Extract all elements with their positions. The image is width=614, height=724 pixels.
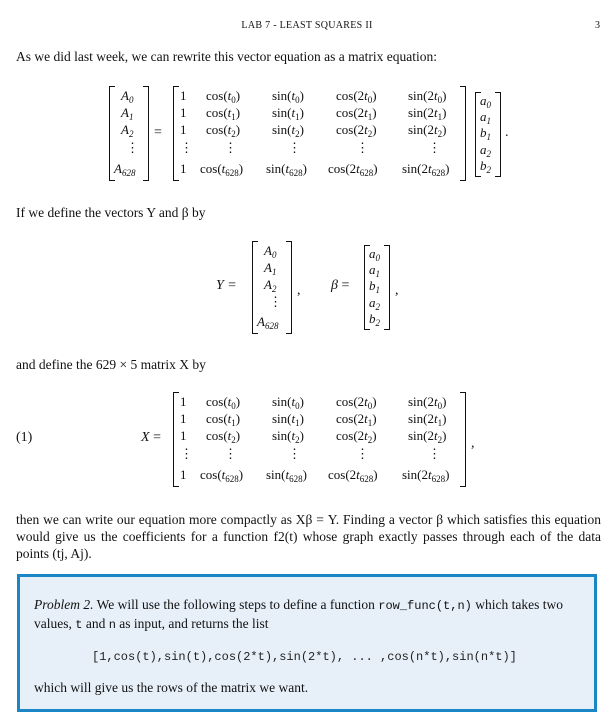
problem-text-and: and (85, 616, 106, 631)
problem-func-name: row_func(t,n) (378, 599, 472, 613)
problem-var-t: t (75, 618, 83, 632)
problem-text-2: which takes two values, (34, 597, 563, 631)
page-number: 3 (595, 20, 600, 31)
problem-text-3: as input, and returns the list (119, 616, 269, 631)
paragraph-define-matrix: and define the 629 × 5 matrix X by (16, 357, 206, 372)
design-matrix-top: 1 $\cos(t_0)$ $\sin(t_0)$ $\cos(2t_0)$ $\sin(2t_0)$ 1 $\cos(t_1)$ $\sin(t_1)$ $\cos(2t_1)$ $\sin(2t_1)$ 1 $\cos(t_2)$ $\sin(t_2)$ $\cos(2t_2)$ $\sin(2t_2)$ ⋮ ⋮ ⋮ ⋮ ⋮ 1 $\cos(t_{628})$ $\sin(t_{628})$ $\cos(2t_{628})$ $\sin(2t_{628})$ (173, 86, 466, 181)
problem-label: Problem 2. (34, 597, 94, 612)
coefficient-vector: $a_0$ $a_1$ $b_1$ $a_2$ $b_2$ (475, 92, 501, 177)
running-header: LAB 7 - LEAST SQUARES II (241, 20, 373, 31)
problem-text-4: which will give us the rows of the matrix we want. (34, 680, 309, 695)
paragraph-compact-form: then we can write our equation more compactly as Xβ = Y. Finding a vector β which satisfies this equation would give us the coefficients for a function f2(t) whose graph exactly passes through each of the data points (tj, Aj). (16, 512, 601, 561)
y-vector: $A_0$ $A_1$ $A_2$ ⋮ $A_{628}$ (252, 241, 292, 334)
problem-text-1: We will use the following steps to define a function (96, 597, 375, 612)
problem-var-n: n (108, 618, 116, 632)
paragraph-intro: As we did last week, we can rewrite this vector equation as a matrix equation: (16, 49, 437, 64)
lhs-vector: $A_0$ $A_1$ $A_2$ ⋮ $A_{628}$ (109, 86, 149, 181)
paragraph-define-vectors: If we define the vectors Y and β by (16, 205, 206, 220)
problem-statement (34, 596, 582, 634)
beta-vector: $a_0$ $a_1$ $b_1$ $a_2$ $b_2$ (364, 245, 390, 330)
equation-label: (1) (16, 430, 33, 445)
code-list: [1,cos(t),sin(t),cos(2*t),sin(2*t), ... ,cos(n*t),sin(n*t)] (92, 650, 517, 664)
problem-box (17, 574, 597, 712)
design-matrix-x: 1 $\cos(t_0)$ $\sin(t_0)$ $\cos(2t_0)$ $\sin(2t_0)$ 1 $\cos(t_1)$ $\sin(t_1)$ $\cos(2t_1)$ $\sin(2t_1)$ 1 $\cos(t_2)$ $\sin(t_2)$ $\cos(2t_2)$ $\sin(2t_2)$ ⋮ ⋮ ⋮ ⋮ ⋮ 1 $\cos(t_{628})$ $\sin(t_{628})$ $\cos(2t_{628})$ $\sin(2t_{628})$ (173, 392, 466, 487)
